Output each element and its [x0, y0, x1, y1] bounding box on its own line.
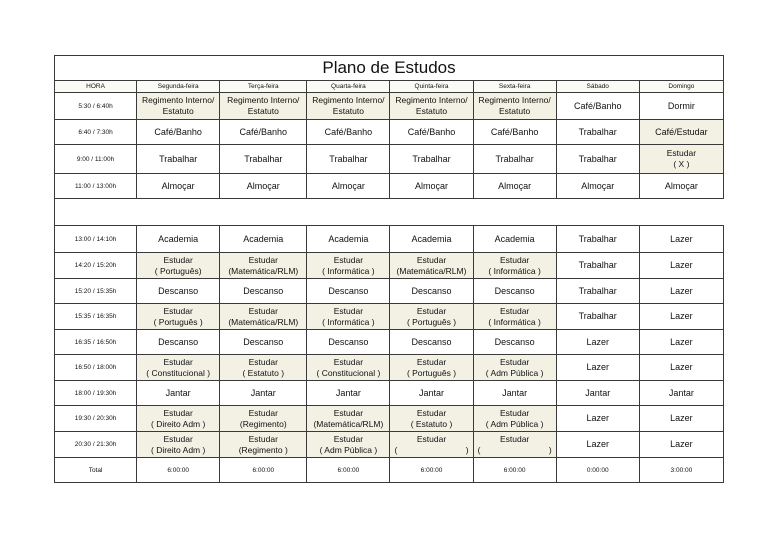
schedule-cell	[556, 406, 639, 432]
activity-label: Trabalhar	[495, 153, 534, 164]
activity-label: Descanso	[411, 336, 452, 347]
schedule-cell	[639, 330, 723, 355]
study-plan-sheet	[54, 55, 724, 483]
schedule-cell	[137, 226, 220, 253]
schedule-cell	[556, 226, 639, 253]
empty-subject-parens	[391, 445, 471, 456]
schedule-cell	[137, 432, 220, 458]
activity-label: Estudar	[416, 407, 447, 418]
subject-label: ( Português )	[153, 316, 203, 327]
spacer-cell	[55, 199, 724, 226]
activity-label: Estudar	[333, 254, 364, 265]
header-day: Domingo	[639, 81, 723, 93]
subject-label: ( Estatuto )	[242, 367, 285, 378]
time-slot: 11:00 / 13:00h	[55, 174, 137, 199]
total-row	[55, 458, 724, 483]
subject-label: ( Informática )	[488, 265, 541, 276]
activity-label: Trabalhar	[159, 153, 198, 164]
activity-label: Trabalhar	[578, 233, 617, 244]
schedule-cell	[390, 93, 473, 120]
schedule-cell	[220, 120, 307, 145]
schedule-cell	[556, 145, 639, 174]
schedule-cell	[473, 279, 556, 304]
schedule-cell	[307, 304, 390, 330]
table-row	[55, 93, 724, 120]
activity-label: Academia	[243, 233, 284, 244]
activity-label: Regimento Interno/	[142, 95, 215, 105]
total-value: 0:00:00	[556, 458, 639, 483]
close-paren: )	[548, 444, 552, 455]
table-row	[55, 279, 724, 304]
schedule-cell	[473, 355, 556, 381]
table-row	[55, 355, 724, 381]
activity-label: Café/Banho	[154, 126, 202, 137]
activity-label: Estudar	[333, 305, 364, 316]
total-value: 6:00:00	[220, 458, 307, 483]
activity-label: Estudar	[163, 407, 193, 418]
time-slot: 15:20 / 15:35h	[55, 279, 137, 304]
table-row	[55, 304, 724, 330]
activity-label: Descanso	[243, 285, 284, 296]
schedule-cell	[307, 145, 390, 174]
activity-label: Trabalhar	[578, 153, 617, 164]
activity-label: Estudar	[333, 356, 364, 367]
subject-label: (Matemática/RLM)	[228, 265, 299, 276]
activity-label: Estudar	[499, 254, 530, 265]
schedule-cell	[137, 381, 220, 406]
subject-label: ( Português )	[406, 316, 457, 327]
subject-label: ( Direito Adm )	[151, 444, 206, 455]
activity-label: Estudar	[416, 305, 447, 316]
schedule-cell	[220, 432, 307, 458]
schedule-cell	[390, 279, 473, 304]
study-plan-table	[54, 55, 724, 483]
table-row	[55, 432, 724, 458]
schedule-cell	[137, 145, 220, 174]
subject-label: ( Direito Adm )	[151, 418, 206, 429]
activity-label: Regimento Interno/	[312, 95, 385, 105]
activity-label: Trabalhar	[329, 153, 368, 164]
activity-label: Estudar	[248, 407, 278, 418]
close-paren: )	[465, 444, 469, 455]
subject-label: ( Constitucional )	[316, 367, 381, 378]
schedule-cell	[639, 279, 723, 304]
subject-label: Estatuto	[415, 106, 448, 116]
schedule-cell	[390, 253, 473, 279]
activity-label: Estudar	[163, 433, 193, 444]
activity-label: Lazer	[670, 260, 693, 270]
schedule-cell	[220, 304, 307, 330]
activity-label: Estudar	[416, 254, 447, 265]
subject-label: ( Constitucional )	[146, 367, 211, 378]
time-slot: 9:00 / 11:00h	[55, 145, 137, 174]
schedule-cell	[639, 145, 723, 174]
schedule-cell	[220, 226, 307, 253]
subject-label: (Matemática/RLM)	[228, 316, 299, 327]
schedule-cell	[390, 355, 473, 381]
schedule-cell	[473, 406, 556, 432]
schedule-cell	[307, 253, 390, 279]
table-row	[55, 174, 724, 199]
subject-label: (Regimento)	[239, 418, 287, 429]
total-value: 6:00:00	[307, 458, 390, 483]
activity-label: Estudar	[163, 305, 193, 316]
schedule-cell	[556, 93, 639, 120]
table-row	[55, 120, 724, 145]
activity-label: Lazer	[586, 413, 609, 423]
spacer-row	[55, 199, 724, 226]
activity-label: Descanso	[328, 336, 369, 347]
activity-label: Lazer	[670, 336, 693, 347]
schedule-cell	[390, 120, 473, 145]
activity-label: Academia	[494, 233, 535, 244]
schedule-cell	[307, 381, 390, 406]
schedule-cell	[556, 120, 639, 145]
activity-label: Regimento Interno/	[395, 95, 468, 105]
activity-label: Estudar	[666, 148, 697, 158]
schedule-cell	[220, 330, 307, 355]
total-value: 3:00:00	[639, 458, 723, 483]
schedule-cell	[390, 330, 473, 355]
header-day: Quinta-feira	[390, 81, 473, 93]
activity-label: Almoçar	[246, 180, 280, 191]
activity-label: Jantar	[668, 387, 694, 398]
schedule-cell	[137, 406, 220, 432]
open-paren: (	[477, 444, 481, 455]
header-hora: HORA	[55, 81, 137, 93]
activity-label: Estudar	[416, 433, 447, 444]
schedule-cell	[639, 355, 723, 381]
activity-label: Academia	[158, 233, 199, 244]
schedule-cell	[307, 120, 390, 145]
activity-label: Estudar	[499, 433, 530, 444]
activity-label: Descanso	[158, 336, 199, 347]
schedule-cell	[473, 330, 556, 355]
open-paren: (	[394, 444, 398, 455]
schedule-cell	[137, 330, 220, 355]
schedule-cell	[137, 355, 220, 381]
header-day: Sexta-feira	[473, 81, 556, 93]
activity-label: Estudar	[163, 254, 193, 265]
activity-label: Lazer	[586, 336, 609, 347]
schedule-cell	[220, 253, 307, 279]
subject-label: ( Português)	[154, 265, 202, 276]
activity-label: Trabalhar	[578, 311, 617, 321]
schedule-cell	[473, 93, 556, 120]
activity-label: Almoçar	[161, 180, 195, 191]
activity-label: Jantar	[165, 387, 191, 398]
activity-label: Descanso	[494, 285, 535, 296]
activity-label: Trabalhar	[578, 285, 617, 296]
schedule-cell	[390, 406, 473, 432]
activity-label: Almoçar	[664, 180, 698, 191]
schedule-cell	[137, 279, 220, 304]
schedule-cell	[639, 432, 723, 458]
schedule-cell	[307, 330, 390, 355]
header-day: Terça-feira	[220, 81, 307, 93]
activity-label: Jantar	[335, 387, 361, 398]
activity-label: Trabalhar	[578, 126, 617, 137]
subject-label: ( Adm Pública )	[319, 444, 378, 455]
schedule-cell	[390, 226, 473, 253]
activity-label: Estudar	[416, 356, 447, 367]
schedule-cell	[473, 120, 556, 145]
activity-label: Estudar	[499, 305, 530, 316]
header-day: Segunda-feira	[137, 81, 220, 93]
activity-label: Almoçar	[581, 180, 615, 191]
activity-label: Café/Banho	[490, 126, 539, 137]
activity-label: Descanso	[328, 285, 369, 296]
page-title: Plano de Estudos	[55, 56, 724, 81]
subject-label: (Regimento )	[238, 444, 288, 455]
table-row	[55, 381, 724, 406]
schedule-cell	[556, 304, 639, 330]
activity-label: Café/Banho	[239, 126, 288, 137]
schedule-cell	[390, 432, 473, 458]
activity-label: Almoçar	[331, 180, 365, 191]
schedule-cell	[220, 406, 307, 432]
schedule-cell	[220, 381, 307, 406]
time-slot: 15:35 / 16:35h	[55, 304, 137, 330]
schedule-cell	[639, 93, 723, 120]
activity-label: Estudar	[333, 433, 364, 444]
activity-label: Café/Banho	[407, 126, 456, 137]
schedule-cell	[390, 174, 473, 199]
time-slot: 14:20 / 15:20h	[55, 253, 137, 279]
total-value: 6:00:00	[473, 458, 556, 483]
activity-label: Lazer	[670, 439, 693, 449]
activity-label: Lazer	[670, 362, 693, 372]
schedule-cell	[556, 253, 639, 279]
time-slot: 6:40 / 7:30h	[55, 120, 137, 145]
schedule-cell	[473, 432, 556, 458]
activity-label: Jantar	[585, 387, 611, 398]
schedule-cell	[639, 304, 723, 330]
schedule-cell	[639, 226, 723, 253]
subject-label: ( Adm Pública )	[485, 367, 544, 378]
time-slot: 5:30 / 6:40h	[55, 93, 137, 120]
schedule-cell	[556, 174, 639, 199]
schedule-cell	[307, 93, 390, 120]
activity-label: Almoçar	[415, 180, 449, 191]
schedule-cell	[307, 279, 390, 304]
activity-label: Academia	[328, 233, 369, 244]
schedule-cell	[556, 432, 639, 458]
subject-label: Estatuto	[332, 106, 364, 116]
activity-label: Almoçar	[498, 180, 532, 191]
total-label: Total	[55, 458, 137, 483]
subject-label: ( Estatuto )	[410, 418, 453, 429]
schedule-cell	[473, 304, 556, 330]
table-row	[55, 145, 724, 174]
header-row	[55, 81, 724, 93]
time-slot: 13:00 / 14:10h	[55, 226, 137, 253]
subject-label: ( Adm Pública )	[485, 418, 544, 429]
subject-label: ( Português )	[406, 367, 457, 378]
activity-label: Café/Banho	[573, 100, 622, 111]
activity-label: Estudar	[248, 356, 278, 367]
activity-label: Estudar	[248, 254, 278, 265]
activity-label: Estudar	[163, 356, 193, 367]
schedule-cell	[307, 432, 390, 458]
table-row	[55, 226, 724, 253]
schedule-cell	[220, 145, 307, 174]
schedule-cell	[639, 174, 723, 199]
activity-label: Café/Estudar	[655, 126, 708, 137]
schedule-cell	[556, 279, 639, 304]
schedule-cell	[220, 93, 307, 120]
schedule-cell	[137, 304, 220, 330]
schedule-cell	[473, 174, 556, 199]
activity-label: Academia	[411, 233, 452, 244]
activity-label: Lazer	[670, 233, 693, 244]
activity-label: Dormir	[667, 100, 695, 111]
activity-label: Café/Banho	[324, 126, 373, 137]
activity-label: Trabalhar	[244, 153, 283, 164]
schedule-cell	[390, 145, 473, 174]
activity-label: Regimento Interno/	[227, 95, 300, 105]
schedule-cell	[307, 355, 390, 381]
schedule-cell	[639, 381, 723, 406]
subject-label: (Matemática/RLM)	[396, 265, 467, 276]
time-slot: 20:30 / 21:30h	[55, 432, 137, 458]
time-slot: 18:00 / 19:30h	[55, 381, 137, 406]
schedule-cell	[639, 120, 723, 145]
empty-subject-parens	[475, 445, 555, 456]
activity-label: Descanso	[158, 285, 199, 296]
schedule-cell	[220, 279, 307, 304]
subject-label: ( Informática )	[322, 265, 375, 276]
table-row	[55, 330, 724, 355]
header-day: Quarta-feira	[307, 81, 390, 93]
activity-label: Lazer	[670, 413, 693, 423]
schedule-cell	[307, 226, 390, 253]
activity-label: Lazer	[586, 362, 609, 372]
schedule-cell	[556, 381, 639, 406]
subject-label: Estatuto	[162, 106, 194, 116]
activity-label: Descanso	[243, 336, 284, 347]
schedule-cell	[137, 174, 220, 199]
schedule-cell	[639, 406, 723, 432]
schedule-cell	[473, 381, 556, 406]
total-value: 6:00:00	[137, 458, 220, 483]
activity-label: Trabalhar	[412, 153, 451, 164]
activity-label: Trabalhar	[578, 260, 617, 270]
activity-label: Jantar	[250, 387, 276, 398]
activity-label: Lazer	[670, 311, 693, 321]
activity-label: Descanso	[411, 285, 452, 296]
activity-label: Jantar	[502, 387, 528, 398]
subject-label: (Matemática/RLM)	[313, 418, 384, 429]
activity-label: Regimento Interno/	[478, 95, 551, 105]
schedule-cell	[220, 355, 307, 381]
schedule-cell	[473, 253, 556, 279]
subject-label: ( Informática )	[322, 316, 375, 327]
subject-label: ( X )	[673, 159, 690, 169]
schedule-cell	[390, 381, 473, 406]
schedule-cell	[307, 406, 390, 432]
table-row	[55, 253, 724, 279]
schedule-cell	[556, 330, 639, 355]
activity-label: Estudar	[333, 407, 364, 418]
subject-label: Estatuto	[499, 106, 531, 116]
subject-label: Estatuto	[247, 106, 279, 116]
schedule-cell	[473, 145, 556, 174]
activity-label: Descanso	[494, 336, 535, 347]
schedule-cell	[137, 253, 220, 279]
schedule-cell	[639, 253, 723, 279]
header-day: Sábado	[556, 81, 639, 93]
activity-label: Estudar	[499, 407, 530, 418]
schedule-body	[55, 93, 724, 483]
activity-label: Estudar	[248, 305, 278, 316]
schedule-cell	[307, 174, 390, 199]
schedule-cell	[220, 174, 307, 199]
schedule-cell	[473, 226, 556, 253]
time-slot: 19:30 / 20:30h	[55, 406, 137, 432]
subject-label: ( Informática )	[488, 316, 541, 327]
total-value: 6:00:00	[390, 458, 473, 483]
schedule-cell	[137, 120, 220, 145]
schedule-cell	[390, 304, 473, 330]
schedule-cell	[137, 93, 220, 120]
time-slot: 16:50 / 18:00h	[55, 355, 137, 381]
time-slot: 16:35 / 16:50h	[55, 330, 137, 355]
schedule-cell	[556, 355, 639, 381]
activity-label: Estudar	[499, 356, 530, 367]
activity-label: Jantar	[419, 387, 445, 398]
activity-label: Lazer	[670, 285, 693, 296]
activity-label: Estudar	[248, 433, 278, 444]
table-row	[55, 406, 724, 432]
activity-label: Lazer	[586, 439, 609, 449]
